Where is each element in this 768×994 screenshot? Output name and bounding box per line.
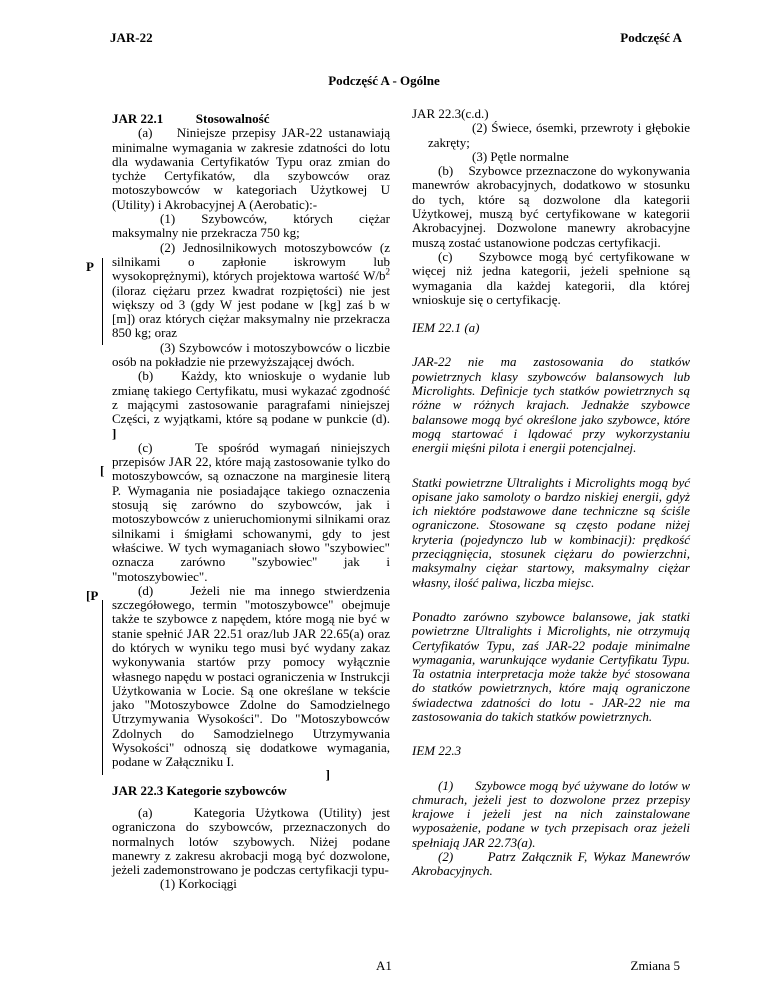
footer-page-number: A1 <box>376 958 392 973</box>
para-22-3-a-3: (3) Pętle normalne <box>472 148 569 164</box>
iem-22-1-para-3: Ponadto zarówno szybowce balansowe, jak statki powietrzne Ultralights i Microlights, nie otrzymują Certyfikatów Typu, zaś JAR-22 podaje minimalne wymagania, warunkujące wydanie Certyfikatu Typu. Ta ostatnia interpretacja może także być stosowana do statków powietrznych, które mają ograniczone świadectwa zdatności do lotu - JAR-22 nie ma zastosowania do takich statków powietrznych. <box>412 608 690 724</box>
margin-change-bar-d <box>102 600 103 775</box>
header-subpart: Podczęść A <box>620 30 682 45</box>
margin-bracket-p-mark: [P <box>86 588 99 603</box>
iem-22-3-title: IEM 22.3 <box>412 743 462 759</box>
superscript: 2 <box>385 266 390 277</box>
iem-22-1-title: IEM 22.1 (a) <box>412 320 480 336</box>
para-22-3-b: (b) Szybowce przeznaczone do wykonywania manewrów akrobacyjnych, dodatkowo w stosunku do tych, które są dozwolone dla kategorii Użytkowej, muszą być certyfikowane w kategorii Akrobacyjnej. Dozwolone manewry akrobacyjne muszą zostać ustanowione podczas certyfikacji. <box>412 163 690 250</box>
section-22-1-heading <box>112 112 390 126</box>
para-22-1-a-2 <box>112 241 390 341</box>
section-22-3-heading: JAR 22.3 Kategorie szybowców <box>112 782 287 798</box>
para-22-3-c: (c) Szybowce mogą być certyfikowane w więcej niż jedna kategorii, jeżeli spełnione są wymagania dla każdej kategorii, dla której wnioskuje się o certyfikację. <box>412 248 690 307</box>
para-text: (2) Jednosilnikowych motoszybowców (z silnikami o zapłonie iskrowym lub wysokoprężnymi), których projektowa wartość W/b <box>112 239 390 284</box>
footer-amendment: Zmiana 5 <box>630 958 680 973</box>
iem-22-3-para-2: (2) Patrz Załącznik F, Wykaz Manewrów Akrobacyjnych. <box>412 849 690 879</box>
para-22-3-a: (a) Kategoria Użytkowa (Utility) jest ograniczona do szybowców, przeznaczonych do normalnych lotów szybowych. Niżej podane manewry z zakresu akrobacji mogą być dozwolone, jeżeli zademonstrowano je podczas certyfikacji typu- <box>112 804 390 878</box>
iem-22-3-para-1: (1) Szybowce mogą być używane do lotów w chmurach, jeżeli jest to dozwolone przez przepisy krajowe i jeżeli jest na nich zainstalowane wyposażenie, podane w tych przepisach oraz jeżeli spełniają JAR 22.73(a). <box>412 777 690 850</box>
margin-open-bracket: [ <box>100 463 105 478</box>
para-22-1-d: (d) Jeżeli nie ma innego stwierdzenia szczegółowego, termin "motoszybowce" obejmuje także te szybowce z napędem, które mogą nie być w stanie spełnić JAR 22.51 oraz/lub JAR 22.65(a) oraz do których w wyniku tego musi być wydany zakaz wykonywania startów przy pomocy wyłącznie własnego napędu w postaci ograniczenia w Instrukcji Użytkowania w Locie. Są one określane w tekście jako "Motoszybowce Zdolne do Samodzielnego Utrzymywania Wysokości". Do "Motoszybowców Zdolnych do Samodzielnego Utrzymywania Wysokości" odnoszą się dodatkowe wymagania, podane w Załączniku I. <box>112 582 390 770</box>
para-22-1-b <box>112 369 390 440</box>
para-22-3-a-1: (1) Korkociągi <box>160 876 237 892</box>
para-22-3-a-2: (2) Świece, ósemki, przewroty i głębokie zakręty; <box>428 120 690 150</box>
para-22-1-a: (a) Niniejsze przepisy JAR-22 ustanawiają minimalne wymagania w zakresie zdatności do lotu dla wydawania Certyfikatów Typu oraz zmian do tychże Certyfikatów, dla szybowców oraz motoszybowców w kategoriach Użytkowej U (Utility) i Akrobacyjnej A (Aerobatic):- <box>112 125 390 212</box>
close-bracket-d: ] <box>325 766 330 782</box>
margin-change-bar <box>102 258 103 345</box>
section-number: JAR 22.1 <box>112 111 164 126</box>
iem-22-1-para-2: Statki powietrzne Ultralights i Microlights mogą być opisane jako samoloty o bardzo niskiej energii, gdyż ich niektóre podstawowe dane techniczne są ściśle ograniczone. Stosowane są często podane niżej kryteria (pojedynczo lub w kombinacji): prędkość przeciągnięcia, stosunek ciężaru do powierzchni, maksymalny ciężar startowy, maksymalny ciężar własny, ilość paliwa, liczba miejsc. <box>412 474 690 590</box>
para-22-1-a-3: (3) Szybowców i motoszybowców o liczbie osób na pokładzie nie przewyższającej dwóch. <box>112 339 390 370</box>
section-title: Stosowalność <box>195 111 270 126</box>
iem-22-1-para-1: JAR-22 nie ma zastosowania do statków powietrznych klasy szybowców balansowych lub Microlights. Definicje tych statków powietrznych są różne w różnych krajach. Jednakże szybowce balansowe mogą być określone jako szybowce, które mogą startować i lądować przy wykorzystaniu energii mięśni pilota i energii potencjalnej. <box>412 354 690 456</box>
para-22-1-c: (c) Te spośród wymagań niniejszych przepisów JAR 22, które mają zastosowanie tylko do motoszybowców, są oznaczone na marginesie literą P. Wymagania nie posiadające takiego oznaczenia stosują się zarówno do szybowców, jak i motoszybowców z unieruchomionymi silnikami oraz silnikami i śmigłami schowanymi, gdy to jest właściwe. W tych wymaganiach słowo "szybowiec" oznacza zarówno "szybowiec" jak i "motoszybowiec". <box>112 439 390 584</box>
part-title: Podczęść A - Ogólne <box>328 73 440 88</box>
para-22-1-a-1: (1) Szybowców, których ciężar maksymalny nie przekracza 750 kg; <box>112 211 390 241</box>
para-text: (b) Każdy, kto wnioskuje o wydanie lub zmianę takiego Certyfikatu, musi wykazać zgodność z mającymi zastosowanie paragrafami niniejszej Części, z wyjątkami, które są podane w punkcie (d). <box>112 368 390 427</box>
continuation-heading: JAR 22.3(c.d.) <box>412 106 489 121</box>
margin-p-mark: P <box>86 259 94 274</box>
para-text: (iloraz ciężaru przez kwadrat rozpiętości) nie jest większy od 3 (gdy W jest podane w [kg] zaś b w [m]) oraz których ciężar maksymalny nie przekracza 850 kg; oraz <box>112 282 390 341</box>
close-bracket: ] <box>112 425 117 441</box>
right-column <box>412 107 690 879</box>
header-doc-code: JAR-22 <box>110 30 153 45</box>
left-column <box>112 112 390 892</box>
